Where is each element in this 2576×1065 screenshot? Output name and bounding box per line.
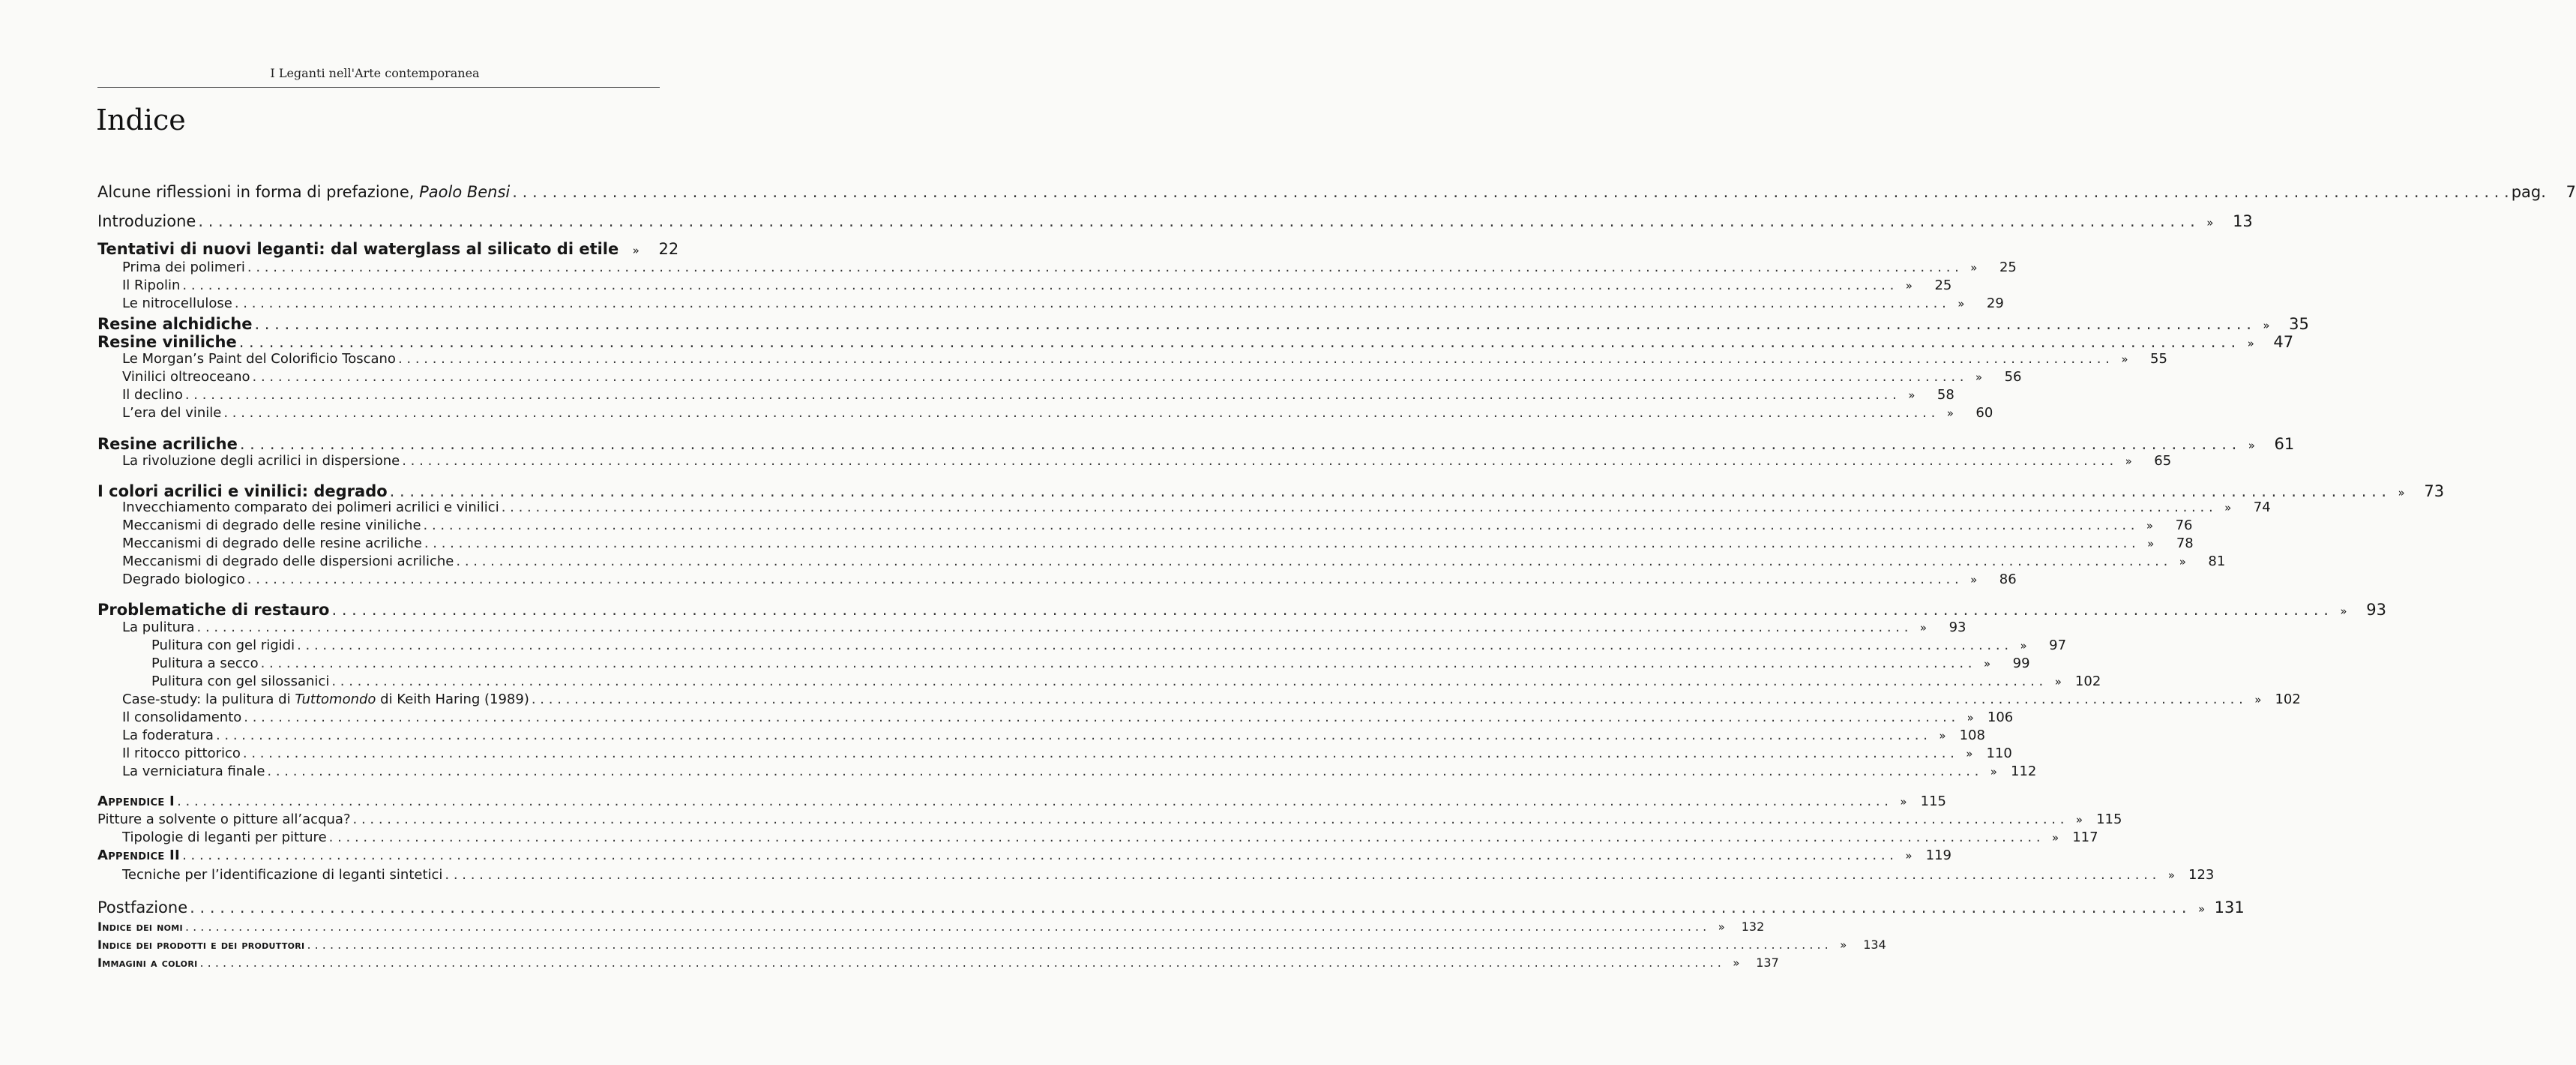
toc-entry <box>97 938 1886 952</box>
toc-entry <box>122 500 2271 516</box>
page-number: 106 <box>1987 710 2014 725</box>
dot-leader: . . . . . . . . . . . . . . . . . . . . . . . . . . . . . . . . . . . . . . . . . . . . . . . . . . . . . . . . . . . . . . . . . . . . . . . . . . . . . . . . . . . . . . . . . . . . . . . . . . . . . . . . . . . . . . . . . . . . . . . . . . . . . . . . . . . . . . . . . . . . . . . . . . . . . . . . . . . . . . . . . . . . . . . . . . . . . . . . . . . . . . . . . . . . . . . . . . . . . . . . <box>254 315 2251 333</box>
page-prefix: » <box>2179 555 2186 568</box>
page-prefix: » <box>2340 604 2347 618</box>
page-number: 134 <box>1863 938 1886 952</box>
toc-entry-title: Prima dei polimeri <box>122 260 245 275</box>
toc-entry <box>97 601 2386 619</box>
toc-entry-title: Le Morgan’s Paint del Colorificio Toscano <box>122 351 396 367</box>
page-prefix: » <box>1840 938 1847 952</box>
page-prefix: » <box>1957 297 1965 310</box>
page-prefix: » <box>2263 319 2270 332</box>
toc-entry <box>97 812 2122 828</box>
toc-entry <box>97 482 2445 500</box>
toc-entry <box>97 848 1952 864</box>
dot-leader: . . . . . . . . . . . . . . . . . . . . . . . . . . . . . . . . . . . . . . . . . . . . . . . . . . . . . . . . . . . . . . . . . . . . . . . . . . . . . . . . . . . . . . . . . . . . . . . . . . . . . . . . . . . . . . . . . . . . . . . . . . . . . . . . . . . . . . . . . . . . . . . . . . . . . . . . . . . . . . . . . . . . . . . . . . . . . . . . . . . . . . . . . . . . . . . . . . . . . . . . <box>247 572 1959 587</box>
page-number: 115 <box>2096 812 2122 827</box>
page-prefix: » <box>1946 406 1954 420</box>
dot-leader: . . . . . . . . . . . . . . . . . . . . . . . . . . . . . . . . . . . . . . . . . . . . . . . . . . . . . . . . . . . . . . . . . . . . . . . . . . . . . . . . . . . . . . . . . . . . . . . . . . . . . . . . . . . . . . . . . . . . . . . . . . . . . . . . . . . . . . . . . . . . . . . . . . . . . . . . . . . . . . . . . . . . . . . . . . . . . . . . . . . . . . . . . . . . . . . . . . . . . . . . <box>331 674 2044 689</box>
dot-leader: . . . . . . . . . . . . . . . . . . . . . . . . . . . . . . . . . . . . . . . . . . . . . . . . . . . . . . . . . . . . . . . . . . . . . . . . . . . . . . . . . . . . . . . . . . . . . . . . . . . . . . . . . . . . . . . . . . . . . . . . . . . . . . . . . . . . . . . . . . . . . . . . . . . . . . . . . . . . . . . . . . . . . . . . . . . . . . . . . . . . . . . . . . . . . . . . . . . . . . . . <box>242 746 1954 761</box>
toc-entry-title: Immagini a colori <box>97 956 198 970</box>
toc-entry-title: Vinilici oltreoceano <box>122 369 250 385</box>
toc-entry <box>97 333 2294 351</box>
toc-entry <box>122 728 1985 744</box>
toc-entry <box>151 674 2101 690</box>
dot-leader: . . . . . . . . . . . . . . . . . . . . . . . . . . . . . . . . . . . . . . . . . . . . . . . . . . . . . . . . . . . . . . . . . . . . . . . . . . . . . . . . . . . . . . . . . . . . . . . . . . . . . . . . . . . . . . . . . . . . . . . . . . . . . . . . . . . . . . . . . . . . . . . . . . . . . . . . . . . . . . . . . . . . . . . . . . . . . . . . . . . . . . . . . . . . . . . . . . . . . . . . <box>397 351 2110 367</box>
toc-entry <box>122 296 2004 312</box>
dot-leader: . . . . . . . . . . . . . . . . . . . . . . . . . . . . . . . . . . . . . . . . . . . . . . . . . . . . . . . . . . . . . . . . . . . . . . . . . . . . . . . . . . . . . . . . . . . . . . . . . . . . . . . . . . . . . . . . . . . . . . . . . . . . . . . . . . . . . . . . . . . . . . . . . . . . . . . . . . . . . . . . . . . . . . . . . . . . . . . . . . . . . . . . . . . . . . . . . . . . . . . . <box>328 830 2041 845</box>
toc-entry <box>122 572 2017 588</box>
dot-leader: . . . . . . . . . . . . . . . . . . . . . . . . . . . . . . . . . . . . . . . . . . . . . . . . . . . . . . . . . . . . . . . . . . . . . . . . . . . . . . . . . . . . . . . . . . . . . . . . . . . . . . . . . . . . . . . . . . . . . . . . . . . . . . . . . . . . . . . . . . . . . . . . . . . . . . . . . . . . . . . . . . . . . . . . . . . . . . . . . . . . . . . . . . . . . . . . . . . . . . . . <box>184 387 1897 403</box>
toc-entry <box>122 830 2098 846</box>
toc-entry-title: Problematiche di restauro <box>97 601 330 619</box>
page-prefix: » <box>1905 849 1913 862</box>
page-prefix: » <box>1966 711 1974 724</box>
toc-entry-title: Tentativi di nuovi leganti: dal waterglass al silicato di etile <box>97 240 619 258</box>
page-number: 110 <box>1986 746 2012 761</box>
page-title: Indice <box>96 104 186 136</box>
page-prefix: » <box>2198 902 2206 916</box>
page-number: 115 <box>1920 794 1947 809</box>
toc-entry <box>122 620 1966 636</box>
toc-entry-title: Meccanismi di degrado delle resine acriliche <box>122 536 422 551</box>
toc-entry <box>122 405 1993 422</box>
toc-entry-title: Il ritocco pittorico <box>122 746 241 761</box>
page-number: 22 <box>658 240 679 258</box>
dot-leader: . . . . . . . . . . . . . . . . . . . . . . . . . . . . . . . . . . . . . . . . . . . . . . . . . . . . . . . . . . . . . . . . . . . . . . . . . . . . . . . . . . . . . . . . . . . . . . . . . . . . . . . . . . . . . . . . . . . . . . . . . . . . . . . . . . . . . . . . . . . . . . . . . . . . . . . . . . . . . . . . . . . . . . . . . . . . . . . . . . . . . . . . . . . . . . . . . . . . . . . . <box>199 956 1721 970</box>
toc-entry-title: La foderatura <box>122 728 214 743</box>
dot-leader: . . . . . . . . . . . . . . . . . . . . . . . . . . . . . . . . . . . . . . . . . . . . . . . . . . . . . . . . . . . . . . . . . . . . . . . . . . . . . . . . . . . . . . . . . . . . . . . . . . . . . . . . . . . . . . . . . . . . . . . . . . . . . . . . . . . . . . . . . . . . . . . . . . . . . . . . . . . . . . . . . . . . . . . . . . . . . . . . . . . . . . . . . . . . . . . . . . . . . . . . <box>223 405 1936 421</box>
page-prefix: » <box>2054 675 2062 688</box>
page-number: 93 <box>1948 620 1966 635</box>
page-number: 13 <box>2233 212 2253 230</box>
page-prefix: » <box>1900 795 1907 808</box>
page-number: 108 <box>1959 728 1985 743</box>
dot-leader: . . . . . . . . . . . . . . . . . . . . . . . . . . . . . . . . . . . . . . . . . . . . . . . . . . . . . . . . . . . . . . . . . . . . . . . . . . . . . . . . . . . . . . . . . . . . . . . . . . . . . . . . . . . . . . . . . . . . . . . . . . . . . . . . . . . . . . . . . . . . . . . . . . . . . . . . . . . . . . . . . . . . . . . . . . . . . . . . . . . . . . . . . . . . . . . . . . . . . . . . <box>445 867 2157 883</box>
page-prefix: » <box>1983 657 1991 670</box>
dot-leader: . . . . . . . . . . . . . . . . . . . . . . . . . . . . . . . . . . . . . . . . . . . . . . . . . . . . . . . . . . . . . . . . . . . . . . . . . . . . . . . . . . . . . . . . . . . . . . . . . . . . . . . . . . . . . . . . . . . . . . . . . . . . . . . . . . . . . . . . . . . . . . . . . . . . . . . . . . . . . . . . . . . . . . . . . . . . . . . . . . . . . . . . . . . . . . . . . . . . . . . . <box>267 764 1979 779</box>
dot-leader: . . . . . . . . . . . . . . . . . . . . . . . . . . . . . . . . . . . . . . . . . . . . . . . . . . . . . . . . . . . . . . . . . . . . . . . . . . . . . . . . . . . . . . . . . . . . . . . . . . . . . . . . . . . . . . . . . . . . . . . . . . . . . . . . . . . . . . . . . . . . . . . . . . . . . . . . . . . . . . . . . . . . . . . . . . . . . . . . . . . . . . . . . . . . . . . . . . . . . . . . <box>402 453 2114 469</box>
page-prefix: » <box>2121 352 2128 366</box>
page-prefix: » <box>2147 537 2155 550</box>
page-prefix: » <box>1966 747 1973 760</box>
page-number: 73 <box>2424 482 2445 500</box>
toc-entry <box>122 692 2301 708</box>
page-number: 132 <box>1741 920 1765 934</box>
toc-entry <box>151 656 2030 672</box>
toc-entry-title: Tipologie di leganti per pitture <box>122 830 327 845</box>
page-prefix: » <box>2247 337 2254 350</box>
toc-entry <box>122 710 2014 726</box>
dot-leader: . . . . . . . . . . . . . . . . . . . . . . . . . . . . . . . . . . . . . . . . . . . . . . . . . . . . . . . . . . . . . . . . . . . . . . . . . . . . . . . . . . . . . . . . . . . . . . . . . . . . . . . . . . . . . . . . . . . . . . . . . . . . . . . . . . . . . . . . . . . . . . . . . . . . . . . . . . . . . . . . . . . . . . . . . . . . . . . . . . . . . . . . . . . . . . . . . . . . . . . . <box>238 333 2236 351</box>
toc-entry-title: Tecniche per l’identificazione di leganti sintetici <box>122 867 443 883</box>
toc-entry-title: Pulitura con gel rigidi <box>151 638 295 653</box>
toc-entry-title: I colori acrilici e vinilici: degrado <box>97 482 388 500</box>
toc-entry <box>151 638 2067 654</box>
dot-leader: . . . . . . . . . . . . . . . . . . . . . . . . . . . . . . . . . . . . . . . . . . . . . . . . . . . . . . . . . . . . . . . . . . . . . . . . . . . . . . . . . . . . . . . . . . . . . . . . . . . . . . . . . . . . . . . . . . . . . . . . . . . . . . . . . . . . . . . . . . . . . . . . . . . . . . . . . . . . . . . . . . . . . . . . . . . . . . . . . . . . . . . . . . . . . . . . . . . . . . . . <box>531 692 2243 707</box>
page-prefix: » <box>2206 216 2214 230</box>
page-number: 81 <box>2208 554 2226 569</box>
page-number: 55 <box>2150 351 2167 367</box>
dot-leader: . . . . . . . . . . . . . . . . . . . . . . . . . . . . . . . . . . . . . . . . . . . . . . . . . . . . . . . . . . . . . . . . . . . . . . . . . . . . . . . . . . . . . . . . . . . . . . . . . . . . . . . . . . . . . . . . . . . . . . . . . . . . . . . . . . . . . . . . . . . . . . . . . . . . . . . . . . . . . . . . . . . . . . . . . . . . . . . . . . . . . . . . . . . . . . . . . . . . . . . . <box>247 260 1959 275</box>
page-number: 123 <box>2188 867 2215 883</box>
toc-entry-italic: Tuttomondo <box>295 692 376 707</box>
dot-leader: . . . . . . . . . . . . . . . . . . . . . . . . . . . . . . . . . . . . . . . . . . . . . . . . . . . . . . . . . . . . . . . . . . . . . . . . . . . . . . . . . . . . . . . . . . . . . . . . . . . . . . . . . . . . . . . . . . . . . . . . . . . . . . . . . . . . . . . . . . . . . . . . . . . . . . . . . . . . . . . . . . . . . . . . . . . . . . . . . . . . . . . . . . . . . . . . . . . . . . . . <box>177 794 1889 809</box>
toc-entry-title: Resine alchidiche <box>97 315 253 333</box>
page-prefix: » <box>2052 831 2059 844</box>
dot-leader: . . . . . . . . . . . . . . . . . . . . . . . . . . . . . . . . . . . . . . . . . . . . . . . . . . . . . . . . . . . . . . . . . . . . . . . . . . . . . . . . . . . . . . . . . . . . . . . . . . . . . . . . . . . . . . . . . . . . . . . . . . . . . . . . . . . . . . . . . . . . . . . . . . . . . . . . . . . . . . . . . . . . . . . . . . . . . . . . . . . . . . . . . . . . . . . . . . . . . . . . <box>423 518 2135 533</box>
page-number: 61 <box>2274 435 2295 453</box>
page-number: 102 <box>2074 674 2101 689</box>
page-prefix: » <box>1975 370 1983 384</box>
dot-leader: . . . . . . . . . . . . . . . . . . . . . . . . . . . . . . . . . . . . . . . . . . . . . . . . . . . . . . . . . . . . . . . . . . . . . . . . . . . . . . . . . . . . . . . . . . . . . . . . . . . . . . . . . . . . . . . . . . . . . . . . . . . . . . . . . . . . . . . . . . . . . . . . . . . . . . . . . . . . . . . . . . . . . . . . . . . . . . . . . . . . . . . . . . . . . . . . . . . . . . . . <box>198 212 2195 230</box>
toc-entry-title: Il declino <box>122 387 183 403</box>
page-prefix: » <box>2125 454 2132 468</box>
page-number: 7 <box>2566 183 2576 201</box>
page-prefix: » <box>1908 388 1916 402</box>
toc-entry-italic: Paolo Bensi <box>419 183 511 201</box>
page-prefix: » <box>2167 868 2175 882</box>
page-number: 29 <box>1986 296 2004 311</box>
page-prefix: » <box>1990 765 1997 778</box>
toc-entry-title: Invecchiamento comparato dei polimeri acrilici e vinilici <box>122 500 499 515</box>
dot-leader: . . . . . . . . . . . . . . . . . . . . . . . . . . . . . . . . . . . . . . . . . . . . . . . . . . . . . . . . . . . . . . . . . . . . . . . . . . . . . . . . . . . . . . . . . . . . . . . . . . . . . . . . . . . . . . . . . . . . . . . . . . . . . . . . . . . . . . . . . . . . . . . . . . . . . . . . . . . . . . . . . . . . . . . . . . . . . . . . . . . . . . . . . . . . . . . . . . . . . . . . <box>252 369 1964 385</box>
toc-entry <box>122 867 2215 884</box>
dot-leader: . . . . . . . . . . . . . . . . . . . . . . . . . . . . . . . . . . . . . . . . . . . . . . . . . . . . . . . . . . . . . . . . . . . . . . . . . . . . . . . . . . . . . . . . . . . . . . . . . . . . . . . . . . . . . . . . . . . . . . . . . . . . . . . . . . . . . . . . . . . . . . . . . . . . . . . . . . . . . . . . . . . . . . . . . . . . . . . . . . . . . . . . . . . . . . . . . . . . . . . . <box>215 728 1928 743</box>
dot-leader: . . . . . . . . . . . . . . . . . . . . . . . . . . . . . . . . . . . . . . . . . . . . . . . . . . . . . . . . . . . . . . . . . . . . . . . . . . . . . . . . . . . . . . . . . . . . . . . . . . . . . . . . . . . . . . . . . . . . . . . . . . . . . . . . . . . . . . . . . . . . . . . . . . . . . . . . . . . . . . . . . . . . . . . . . . . . . . . . . . . . . . . . . . . . . . . . . . . . . . . . <box>331 601 2329 619</box>
toc-entry <box>97 435 2295 453</box>
page-number: 137 <box>1756 956 1779 970</box>
toc-entry <box>122 369 2022 386</box>
toc-entry-title: L’era del vinile <box>122 405 222 421</box>
dot-leader: . . . . . . . . . . . . . . . . . . . . . . . . . . . . . . . . . . . . . . . . . . . . . . . . . . . . . . . . . . . . . . . . . . . . . . . . . . . . . . . . . . . . . . . . . . . . . . . . . . . . . . . . . . . . . . . . . . . . . . . . . . . . . . . . . . . . . . . . . . . . . . . . . . . . . . . . . . . . . . . . . . . . . . . . . . . . . . . . . . . . . . . . . . . . . . . . . . . . . . . . <box>182 848 1895 863</box>
toc-entry <box>122 260 2017 276</box>
page-number: 119 <box>1925 848 1952 863</box>
toc-entry <box>122 453 2172 470</box>
toc-entry-title: La pulitura <box>122 620 195 635</box>
dot-leader: . . . . . . . . . . . . . . . . . . . . . . . . . . . . . . . . . . . . . . . . . . . . . . . . . . . . . . . . . . . . . . . . . . . . . . . . . . . . . . . . . . . . . . . . . . . . . . . . . . . . . . . . . . . . . . . . . . . . . . . . . . . . . . . . . . . . . . . . . . . . . . . . . . . . . . . . . . . . . . . . . . . . . . . . . . . . . . . . . . . . . . . . . . . . . . . . . . . . . . . . <box>501 500 2213 515</box>
page-prefix: » <box>2146 519 2154 532</box>
page-prefix: » <box>1733 956 1740 970</box>
page-number: 86 <box>1999 572 2017 587</box>
dot-leader: . . . . . . . . . . . . . . . . . . . . . . . . . . . . . . . . . . . . . . . . . . . . . . . . . . . . . . . . . . . . . . . . . . . . . . . . . . . . . . . . . . . . . . . . . . . . . . . . . . . . . . . . . . . . . . . . . . . . . . . . . . . . . . . . . . . . . . . . . . . . . . . . . . . . . . . . . . . . . . . . . . . . . . . . . . . . . . . . . . . . . . . . . . . . . . . . . . . . . . . . <box>389 482 2387 500</box>
dot-leader: . . . . . . . . . . . . . . . . . . . . . . . . . . . . . . . . . . . . . . . . . . . . . . . . . . . . . . . . . . . . . . . . . . . . . . . . . . . . . . . . . . . . . . . . . . . . . . . . . . . . . . . . . . . . . . . . . . . . . . . . . . . . . . . . . . . . . . . . . . . . . . . . . . . . . . . . . . . . . . . . . . . . . . . . . . . . . . . . . . . . . . . . . . . . . . . . . . . . . . . . <box>182 278 1895 293</box>
page-prefix: » <box>1939 729 1946 742</box>
toc-entry <box>122 764 2037 780</box>
toc-entry-title: Resine viniliche <box>97 333 237 351</box>
dot-leader: . . . . . . . . . . . . . . . . . . . . . . . . . . . . . . . . . . . . . . . . . . . . . . . . . . . . . . . . . . . . . . . . . . . . . . . . . . . . . . . . . . . . . . . . . . . . . . . . . . . . . . . . . . . . . . . . . . . . . . . . . . . . . . . . . . . . . . . . . . . . . . . . . . . . . . . . . . . . . . . . . . . . . . . . . . . . . . . . . . . . . . . . . . . . . . . . . . . . . . . . <box>184 920 1707 934</box>
page-prefix: » <box>1905 279 1913 292</box>
dot-leader: . . . . . . . . . . . . . . . . . . . . . . . . . . . . . . . . . . . . . . . . . . . . . . . . . . . . . . . . . . . . . . . . . . . . . . . . . . . . . . . . . . . . . . . . . . . . . . . . . . . . . . . . . . . . . . . . . . . . . . . . . . . . . . . . . . . . . . . . . . . . . . . . . . . . . . . . . . . . . . . . . . . . . . . . . . . . . . . . . . . . . . . . . . . . . . . . . . . . . . . . <box>307 938 1829 952</box>
page-prefix: » <box>2398 486 2405 500</box>
page-number: 93 <box>2366 601 2386 619</box>
page-number: 102 <box>2275 692 2301 707</box>
page-number: 25 <box>1934 278 1952 293</box>
toc-entry-title: Pulitura con gel silossanici <box>151 674 330 689</box>
toc-entry <box>97 315 2309 333</box>
toc-entry-title: Alcune riflessioni in forma di prefazione, Paolo Bensi <box>97 183 511 201</box>
dot-leader: . . . . . . . . . . . . . . . . . . . . . . . . . . . . . . . . . . . . . . . . . . . . . . . . . . . . . . . . . . . . . . . . . . . . . . . . . . . . . . . . . . . . . . . . . . . . . . . . . . . . . . . . . . . . . . . . . . . . . . . . . . . . . . . . . . . . . . . . . . . . . . . . . . . . . . . . . . . . . . . . . . . . . . . . . . . . . . . . . . . . . . . . . . . . . . . . . . . . . . . . <box>234 296 1946 311</box>
page-prefix: » <box>2248 439 2255 452</box>
toc-entry <box>122 746 2012 762</box>
toc-entry <box>122 518 2193 534</box>
page-number: 97 <box>2049 638 2067 653</box>
toc-entry-title: Pulitura a secco <box>151 656 259 671</box>
dot-leader: . . . . . . . . . . . . . . . . . . . . . . . . . . . . . . . . . . . . . . . . . . . . . . . . . . . . . . . . . . . . . . . . . . . . . . . . . . . . . . . . . . . . . . . . . . . . . . . . . . . . . . . . . . . . . . . . . . . . . . . . . . . . . . . . . . . . . . . . . . . . . . . . . . . . . . . . . . . . . . . . . . . . . . . . . . . . . . . . . . . . . . . . . . . . . . . . . . . . . . . . <box>424 536 2136 551</box>
page-number: 131 <box>2214 898 2245 916</box>
toc-entry-title: Le nitrocellulose <box>122 296 232 311</box>
toc-entry <box>97 898 2245 916</box>
page-number: 76 <box>2175 518 2193 533</box>
toc-entry-title: Appendice II <box>97 848 181 863</box>
page-number: 99 <box>2012 656 2030 671</box>
page-number: 65 <box>2154 453 2172 469</box>
page-prefix: » <box>1970 261 1978 274</box>
page-number: 112 <box>2011 764 2037 779</box>
toc-entry <box>122 536 2194 552</box>
toc-entry-title: Indice dei prodotti e dei produttori <box>97 938 305 952</box>
toc-entry <box>122 278 1952 294</box>
toc-entry-title: Introduzione <box>97 212 196 230</box>
toc-entry <box>122 351 2167 368</box>
dot-leader: . . . . . . . . . . . . . . . . . . . . . . . . . . . . . . . . . . . . . . . . . . . . . . . . . . . . . . . . . . . . . . . . . . . . . . . . . . . . . . . . . . . . . . . . . . . . . . . . . . . . . . . . . . . . . . . . . . . . . . . . . . . . . . . . . . . . . . . . . . . . . . . . . . . . . . . . . . . . . . . . . . . . . . . . . . . . . . . . . . . . . . . . . . . . . . . . . . . . . . . . <box>190 898 2187 916</box>
toc-entry <box>97 183 2576 201</box>
dot-leader: . . . . . . . . . . . . . . . . . . . . . . . . . . . . . . . . . . . . . . . . . . . . . . . . . . . . . . . . . . . . . . . . . . . . . . . . . . . . . . . . . . . . . . . . . . . . . . . . . . . . . . . . . . . . . . . . . . . . . . . . . . . . . . . . . . . . . . . . . . . . . . . . . . . . . . . . . . . . . . . . . . . . . . . . . . . . . . . . . . . . . . . . . . . . . . . . . . . . . . . . <box>512 183 2509 201</box>
page-prefix: » <box>2075 813 2083 826</box>
page-number: 58 <box>1936 387 1954 403</box>
page-prefix: » <box>632 244 640 257</box>
running-head: I Leganti nell'Arte contemporanea <box>270 66 480 80</box>
page-number: 117 <box>2072 830 2098 845</box>
toc-entry-title: La rivoluzione degli acrilici in dispersione <box>122 453 400 469</box>
toc-entry-title: Appendice I <box>97 794 175 809</box>
toc-entry-title: Indice dei nomi <box>97 920 183 934</box>
dot-leader: . . . . . . . . . . . . . . . . . . . . . . . . . . . . . . . . . . . . . . . . . . . . . . . . . . . . . . . . . . . . . . . . . . . . . . . . . . . . . . . . . . . . . . . . . . . . . . . . . . . . . . . . . . . . . . . . . . . . . . . . . . . . . . . . . . . . . . . . . . . . . . . . . . . . . . . . . . . . . . . . . . . . . . . . . . . . . . . . . . . . . . . . . . . . . . . . . . . . . . . . <box>352 812 2065 827</box>
toc-entry-title: La verniciatura finale <box>122 764 265 779</box>
toc-entry-title: Pitture a solvente o pitture all’acqua? <box>97 812 351 827</box>
page-number: 56 <box>2004 369 2022 385</box>
toc-entry <box>122 387 1954 404</box>
page-number: 25 <box>1999 260 2017 275</box>
dot-leader: . . . . . . . . . . . . . . . . . . . . . . . . . . . . . . . . . . . . . . . . . . . . . . . . . . . . . . . . . . . . . . . . . . . . . . . . . . . . . . . . . . . . . . . . . . . . . . . . . . . . . . . . . . . . . . . . . . . . . . . . . . . . . . . . . . . . . . . . . . . . . . . . . . . . . . . . . . . . . . . . . . . . . . . . . . . . . . . . . . . . . . . . . . . . . . . . . . . . . . . . <box>260 656 1972 671</box>
page-prefix: » <box>2020 639 2027 652</box>
toc-entry <box>97 240 679 258</box>
page-prefix: » <box>1919 621 1928 634</box>
toc-entry <box>97 956 1779 970</box>
toc-entry <box>97 212 2253 230</box>
page-prefix: » <box>1718 920 1725 934</box>
toc-entry <box>122 554 2226 570</box>
toc-entry-title: Meccanismi di degrado delle resine viniliche <box>122 518 421 533</box>
page-number: 60 <box>1975 405 1993 421</box>
toc-entry-title: Case-study: la pulitura di Tuttomondo di Keith Haring (1989) <box>122 692 529 707</box>
page-prefix: pag. <box>2511 183 2546 201</box>
toc-entry-title: Il Ripolin <box>122 278 181 293</box>
toc-entry-title: Degrado biologico <box>122 572 245 587</box>
dot-leader: . . . . . . . . . . . . . . . . . . . . . . . . . . . . . . . . . . . . . . . . . . . . . . . . . . . . . . . . . . . . . . . . . . . . . . . . . . . . . . . . . . . . . . . . . . . . . . . . . . . . . . . . . . . . . . . . . . . . . . . . . . . . . . . . . . . . . . . . . . . . . . . . . . . . . . . . . . . . . . . . . . . . . . . . . . . . . . . . . . . . . . . . . . . . . . . . . . . . . . . . <box>244 710 1956 725</box>
dot-leader: . . . . . . . . . . . . . . . . . . . . . . . . . . . . . . . . . . . . . . . . . . . . . . . . . . . . . . . . . . . . . . . . . . . . . . . . . . . . . . . . . . . . . . . . . . . . . . . . . . . . . . . . . . . . . . . . . . . . . . . . . . . . . . . . . . . . . . . . . . . . . . . . . . . . . . . . . . . . . . . . . . . . . . . . . . . . . . . . . . . . . . . . . . . . . . . . . . . . . . . . <box>196 620 1909 635</box>
toc-entry-title: Meccanismi di degrado delle dispersioni acriliche <box>122 554 454 569</box>
page-number: 78 <box>2176 536 2194 551</box>
page-prefix: » <box>1970 573 1978 586</box>
page-number: 35 <box>2289 315 2309 333</box>
toc-entry <box>97 920 1765 934</box>
dot-leader: . . . . . . . . . . . . . . . . . . . . . . . . . . . . . . . . . . . . . . . . . . . . . . . . . . . . . . . . . . . . . . . . . . . . . . . . . . . . . . . . . . . . . . . . . . . . . . . . . . . . . . . . . . . . . . . . . . . . . . . . . . . . . . . . . . . . . . . . . . . . . . . . . . . . . . . . . . . . . . . . . . . . . . . . . . . . . . . . . . . . . . . . . . . . . . . . . . . . . . . . <box>239 435 2237 453</box>
page-prefix: » <box>2224 501 2232 514</box>
page-number: 74 <box>2253 500 2271 515</box>
toc-entry-title: Resine acriliche <box>97 435 238 453</box>
page-number: 47 <box>2273 333 2294 351</box>
toc-entry-title: Postfazione <box>97 898 188 916</box>
toc-entry-title: Il consolidamento <box>122 710 242 725</box>
toc-entry <box>97 794 1947 810</box>
dot-leader: . . . . . . . . . . . . . . . . . . . . . . . . . . . . . . . . . . . . . . . . . . . . . . . . . . . . . . . . . . . . . . . . . . . . . . . . . . . . . . . . . . . . . . . . . . . . . . . . . . . . . . . . . . . . . . . . . . . . . . . . . . . . . . . . . . . . . . . . . . . . . . . . . . . . . . . . . . . . . . . . . . . . . . . . . . . . . . . . . . . . . . . . . . . . . . . . . . . . . . . . <box>297 638 2009 653</box>
dot-leader: . . . . . . . . . . . . . . . . . . . . . . . . . . . . . . . . . . . . . . . . . . . . . . . . . . . . . . . . . . . . . . . . . . . . . . . . . . . . . . . . . . . . . . . . . . . . . . . . . . . . . . . . . . . . . . . . . . . . . . . . . . . . . . . . . . . . . . . . . . . . . . . . . . . . . . . . . . . . . . . . . . . . . . . . . . . . . . . . . . . . . . . . . . . . . . . . . . . . . . . . <box>456 554 2168 569</box>
page-prefix: » <box>2254 693 2262 706</box>
